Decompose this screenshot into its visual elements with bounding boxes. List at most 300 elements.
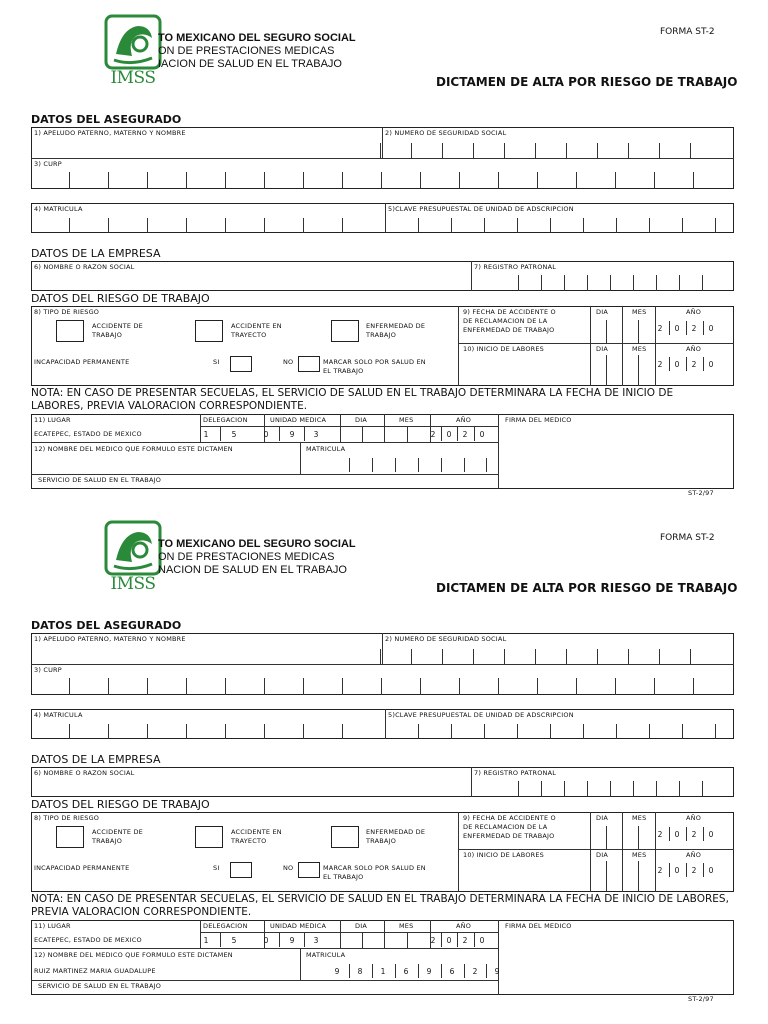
form-version-code: ST-2/97 (688, 489, 714, 497)
unidad-digits-separator (304, 933, 305, 947)
inicio-year-cell[interactable]: 0 (674, 866, 680, 875)
matricula-cells-divider (186, 218, 187, 233)
registro-label: 7) REGISTRO PATRONAL (474, 263, 557, 271)
medico-matricula-digits-separator (464, 964, 465, 978)
matricula-cells-divider (147, 724, 148, 739)
matricula-cells-divider (303, 724, 304, 739)
curp-cells-divider (225, 678, 226, 695)
matricula-cells-divider (69, 218, 70, 233)
medico-label: 12) NOMBRE DEL MEDICO QUE FORMULO ESTE DICTAMEN (34, 445, 233, 453)
matricula-cells-divider (264, 218, 265, 233)
curp-cells-divider (693, 678, 694, 695)
accidente-trabajo-checkbox[interactable] (56, 826, 84, 848)
curp-cells-divider (264, 172, 265, 189)
accidente-trabajo-label: ACCIDENTE DE (92, 322, 143, 330)
inicio-label: 10) INICIO DE LABORES (463, 851, 545, 859)
medico-matricula-digits-cell[interactable]: 9 (334, 967, 340, 976)
matricula-label: 4) MATRICULA (34, 711, 83, 719)
inicio-year-cell[interactable]: 2 (691, 866, 697, 875)
clave-cells-divider (451, 218, 452, 233)
medico-matricula-digits-cell[interactable]: 6 (449, 967, 455, 976)
registro-cells-divider (564, 781, 565, 797)
division-name: ON DE PRESTACIONES MEDICAS (158, 551, 335, 563)
registro-cells-divider (610, 781, 611, 797)
curp-cells-divider (108, 172, 109, 189)
curp-cells-divider (186, 172, 187, 189)
curp-cells-divider (498, 678, 499, 695)
medico-matricula-label: MATRICULA (306, 445, 346, 453)
imss-eagle-icon (104, 14, 162, 70)
nss-cells-divider (628, 143, 629, 158)
registro-cells-divider (656, 275, 657, 291)
fecha-year-cell[interactable]: 0 (674, 324, 680, 333)
nss-cells-divider (411, 649, 412, 664)
division-name: ON DE PRESTACIONES MEDICAS (158, 45, 335, 57)
inicio-anio-label: AÑO (686, 851, 702, 859)
fecha-mes-label: MES (632, 814, 647, 822)
form-title: DICTAMEN DE ALTA POR RIESGO DE TRABAJO (436, 75, 738, 89)
lugar-anio-label: AÑO (456, 922, 472, 930)
fecha-year-cell[interactable]: 2 (691, 324, 697, 333)
fecha-year-cell[interactable]: 2 (691, 830, 697, 839)
nss-cells-divider (690, 143, 691, 158)
firma-field[interactable] (500, 932, 732, 994)
curp-cells-divider (615, 172, 616, 189)
clave-cells-divider (517, 218, 518, 233)
nss-cells-divider (380, 143, 381, 158)
curp-cells-divider (576, 172, 577, 189)
unidad-digits-cell[interactable]: 9 (289, 430, 295, 439)
lugar-mes-label: MES (399, 922, 414, 930)
unidad-digits-separator (279, 427, 280, 441)
medico-matricula-digits-separator (349, 458, 350, 472)
fecha-year-cell[interactable]: 2 (657, 324, 663, 333)
fecha-label-3: ENFERMEDAD DE TRABAJO (463, 832, 555, 840)
matricula-cells-divider (264, 724, 265, 739)
matricula-cells-divider (303, 218, 304, 233)
imss-logo-text: IMSS (110, 574, 156, 594)
accidente-trayecto-label: ACCIDENTE EN (231, 322, 282, 330)
name-field[interactable] (34, 644, 374, 662)
medico-matricula-digits-separator (395, 458, 396, 472)
fecha-label-2: DE RECLAMACION DE LA (463, 823, 548, 831)
lugar-year-digits-cell[interactable]: 2 (462, 430, 468, 439)
lugar-mes-label: MES (399, 416, 414, 424)
registro-cells-divider (633, 275, 634, 291)
matricula-box (31, 203, 734, 233)
clave-cells-divider (649, 218, 650, 233)
accidente-trayecto-label-2: TRAYECTO (231, 837, 267, 845)
delegacion-label: DELEGACION (203, 922, 248, 930)
razon-field[interactable] (34, 778, 464, 795)
clave-cells-divider (484, 724, 485, 739)
marcar-label-2: EL TRABAJO (323, 873, 364, 881)
inicio-dia-label: DIA (596, 851, 608, 859)
fecha-year-cell[interactable]: 0 (708, 830, 714, 839)
medico-matricula-label: MATRICULA (306, 951, 346, 959)
medico-matricula-digits-cell[interactable]: 6 (403, 967, 409, 976)
nss-cells-divider (504, 649, 505, 664)
form-title: DICTAMEN DE ALTA POR RIESGO DE TRABAJO (436, 581, 738, 595)
registro-cells-divider (610, 275, 611, 291)
curp-cells-divider (147, 172, 148, 189)
no-label: NO (283, 864, 294, 872)
firma-label: FIRMA DEL MEDICO (505, 416, 572, 424)
registro-cells-divider (633, 781, 634, 797)
curp-cells-divider (537, 172, 538, 189)
registro-cells-divider (656, 781, 657, 797)
medico-matricula-digits-cell[interactable]: 9 (494, 967, 500, 976)
fecha-anio-label: AÑO (686, 308, 702, 316)
si-checkbox[interactable] (230, 862, 252, 878)
clave-cells-divider (715, 724, 716, 739)
nss-cells-divider (473, 143, 474, 158)
lugar-year-digits-cell[interactable]: 0 (479, 430, 485, 439)
incapacidad-label: INCAPACIDAD PERMANENTE (34, 358, 130, 366)
curp-cells-divider (693, 172, 694, 189)
clave-cells-divider (682, 218, 683, 233)
lugar-year-digits-cell[interactable]: 0 (446, 430, 452, 439)
lugar-year-digits-cell[interactable]: 0 (446, 936, 452, 945)
clave-cells-divider (484, 218, 485, 233)
nss-cells-divider (566, 143, 567, 158)
curp-cells-divider (342, 678, 343, 695)
curp-cells-divider (264, 678, 265, 695)
clave-cells-divider (451, 724, 452, 739)
lugar-year-digits-cell[interactable]: 2 (430, 936, 436, 945)
nss-cells-divider (380, 649, 381, 664)
accidente-trabajo-label-2: TRABAJO (92, 331, 123, 339)
lugar-dia-label: DIA (355, 922, 367, 930)
curp-cells-divider (303, 678, 304, 695)
lugar-anio-label: AÑO (456, 416, 472, 424)
inicio-year-cell[interactable]: 2 (657, 866, 663, 875)
section-riesgo: DATOS DEL RIESGO DE TRABAJO (31, 798, 210, 811)
lugar-year-digits-cell[interactable]: 2 (462, 936, 468, 945)
enfermedad-label: ENFERMEDAD DE (366, 828, 426, 836)
registro-cells-divider (587, 781, 588, 797)
nss-cells-divider (597, 649, 598, 664)
marcar-label: MARCAR SOLO POR SALUD EN (323, 864, 426, 872)
accidente-trabajo-label-2: TRABAJO (92, 837, 123, 845)
medico-matricula-digits-separator (486, 964, 487, 978)
medico-label: 12) NOMBRE DEL MEDICO QUE FORMULO ESTE DICTAMEN (34, 951, 233, 959)
matricula-cells-divider (108, 218, 109, 233)
clave-cells-divider (649, 724, 650, 739)
unidad-digits-cell[interactable]: 9 (289, 936, 295, 945)
registro-cells-divider (564, 275, 565, 291)
delegacion-digits-cell[interactable]: 1 (203, 936, 209, 945)
incapacidad-label: INCAPACIDAD PERMANENTE (34, 864, 130, 872)
clave-cells-divider (715, 218, 716, 233)
curp-cells-divider (108, 678, 109, 695)
tipo-label: 8) TIPO DE RIESGO (34, 814, 100, 822)
form-code: FORMA ST-2 (660, 27, 715, 37)
lugar-dia-label: DIA (355, 416, 367, 424)
imss-logo (104, 14, 162, 92)
medico-matricula-digits-separator (349, 964, 350, 978)
section-asegurado: DATOS DEL ASEGURADO (31, 113, 182, 126)
clave-cells-divider (550, 724, 551, 739)
clave-cells-divider (418, 724, 419, 739)
matricula-cells-divider (108, 724, 109, 739)
accidente-trabajo-label: ACCIDENTE DE (92, 828, 143, 836)
curp-cells-divider (654, 172, 655, 189)
registro-cells-divider (587, 275, 588, 291)
unidad-digits-cell[interactable]: 0 (263, 430, 269, 439)
unidad-digits-separator (279, 933, 280, 947)
registro-cells-divider (679, 781, 680, 797)
accidente-trayecto-checkbox[interactable] (195, 826, 223, 848)
lugar-year-digits-cell[interactable]: 0 (479, 936, 485, 945)
fecha-year-cell[interactable]: 0 (674, 830, 680, 839)
fecha-year-cell[interactable]: 2 (657, 830, 663, 839)
name-field[interactable] (34, 138, 374, 156)
delegacion-digits-separator (220, 933, 221, 947)
institute-name: TO MEXICANO DEL SEGURO SOCIAL (158, 538, 356, 550)
nss-cells-divider (442, 649, 443, 664)
curp-cells-divider (615, 678, 616, 695)
matricula-label: 4) MATRICULA (34, 205, 83, 213)
nss-cells-divider (504, 143, 505, 158)
nss-cells-divider (566, 649, 567, 664)
form-code: FORMA ST-2 (660, 533, 715, 543)
curp-cells-divider (69, 678, 70, 695)
medico-matricula-digits-separator (441, 964, 442, 978)
section-empresa: DATOS DE LA EMPRESA (31, 247, 161, 260)
curp-cells-divider (420, 678, 421, 695)
accidente-trabajo-checkbox[interactable] (56, 320, 84, 342)
matricula-cells-divider (342, 724, 343, 739)
clave-label: 5)CLAVE PRESUPUESTAL DE UNIDAD DE ADSCRIPCION (388, 711, 574, 719)
marcar-label: MARCAR SOLO POR SALUD EN (323, 358, 426, 366)
si-label: SI (213, 864, 220, 872)
registro-cells-divider (702, 275, 703, 291)
curp-cells-divider (303, 172, 304, 189)
razon-label: 6) NOMBRE O RAZON SOCIAL (34, 263, 135, 271)
nss-label: 2) NUMERO DE SEGURIDAD SOCIAL (385, 129, 507, 137)
matricula-box (31, 709, 734, 739)
curp-cells-divider (186, 678, 187, 695)
curp-cells-divider (537, 678, 538, 695)
nss-label: 2) NUMERO DE SEGURIDAD SOCIAL (385, 635, 507, 643)
registro-cells-divider (518, 781, 519, 797)
firma-label: FIRMA DEL MEDICO (505, 922, 572, 930)
medico-matricula-digits-cell[interactable]: 2 (472, 967, 478, 976)
si-label: SI (213, 358, 220, 366)
fecha-label-2: DE RECLAMACION DE LA (463, 317, 548, 325)
delegacion-label: DELEGACION (203, 416, 248, 424)
name-label: 1) APELUDO PATERNO, MATERNO Y NOMBRE (34, 129, 186, 137)
delegacion-digits-separator (220, 427, 221, 441)
dictamen-form-1 (0, 0, 768, 506)
matricula-cells-divider (69, 724, 70, 739)
unidad-digits-cell[interactable]: 3 (313, 430, 319, 439)
lugar-label: 11) LUGAR (34, 416, 71, 424)
curp-cells-divider (459, 172, 460, 189)
nss-cells-divider (535, 649, 536, 664)
nota-line-1: NOTA: EN CASO DE PRESENTAR SECUELAS, EL SERVICIO DE SALUD EN EL TRABAJO DETERMINARA LA FECHA DE INICIO DE (31, 387, 674, 399)
medico-matricula-digits-cell[interactable]: 8 (357, 967, 363, 976)
matricula-cells-divider (186, 724, 187, 739)
clave-cells-divider (550, 218, 551, 233)
lugar-value: ECATEPEC, ESTADO DE MEXICO (34, 430, 142, 438)
delegacion-digits-cell[interactable]: 5 (231, 936, 237, 945)
inicio-dia-label: DIA (596, 345, 608, 353)
institute-name: TO MEXICANO DEL SEGURO SOCIAL (158, 32, 356, 44)
registro-cells-divider (702, 781, 703, 797)
nss-cells-divider (442, 143, 443, 158)
lugar-year-digits-cell[interactable]: 2 (430, 430, 436, 439)
section-asegurado: DATOS DEL ASEGURADO (31, 619, 182, 632)
medico-matricula-digits-cell[interactable]: 1 (380, 967, 386, 976)
section-empresa: DATOS DE LA EMPRESA (31, 753, 161, 766)
nss-cells-divider (628, 649, 629, 664)
curp-label: 3) CURP (34, 666, 62, 674)
matricula-cells-divider (342, 218, 343, 233)
fecha-label: 9) FECHA DE ACCIDENTE O (463, 308, 556, 316)
clave-label: 5)CLAVE PRESUPUESTAL DE UNIDAD DE ADSCRIPCION (388, 205, 574, 213)
unidad-digits-cell[interactable]: 3 (313, 936, 319, 945)
matricula-cells-divider (147, 218, 148, 233)
inicio-mes-label: MES (632, 851, 647, 859)
nss-cells-divider (659, 143, 660, 158)
medico-matricula-digits-cell[interactable]: 9 (426, 967, 432, 976)
curp-cells-divider (381, 678, 382, 695)
clave-cells-divider (682, 724, 683, 739)
form-version-code: ST-2/97 (688, 995, 714, 1003)
coordination-name: IACION DE SALUD EN EL TRABAJO (158, 58, 342, 70)
unidad-digits-separator (304, 427, 305, 441)
enfermedad-checkbox[interactable] (331, 826, 359, 848)
riesgo-box (31, 812, 734, 892)
medico-matricula-digits-separator (464, 458, 465, 472)
medico-matricula-digits-separator (441, 458, 442, 472)
curp-cells-divider (342, 172, 343, 189)
servicio-label: SERVICIO DE SALUD EN EL TRABAJO (38, 476, 162, 484)
nss-cells-divider (535, 143, 536, 158)
unidad-digits-cell[interactable]: 0 (263, 936, 269, 945)
unidad-label: UNIDAD MEDICA (270, 922, 327, 930)
clave-cells-divider (583, 724, 584, 739)
fecha-year-cell[interactable]: 0 (708, 324, 714, 333)
fecha-dia-label: DIA (596, 814, 608, 822)
clave-cells-divider (583, 218, 584, 233)
nota (31, 893, 734, 919)
unidad-label: UNIDAD MEDICA (270, 416, 327, 424)
enfermedad-label: ENFERMEDAD DE (366, 322, 426, 330)
curp-cells-divider (654, 678, 655, 695)
enfermedad-label-2: TRABAJO (366, 837, 397, 845)
lugar-label: 11) LUGAR (34, 922, 71, 930)
delegacion-digits-cell[interactable]: 1 (203, 430, 209, 439)
imss-logo-text: IMSS (110, 68, 156, 88)
matricula-cells-divider (225, 724, 226, 739)
inicio-label: 10) INICIO DE LABORES (463, 345, 545, 353)
nss-cells-divider (473, 649, 474, 664)
servicio-label: SERVICIO DE SALUD EN EL TRABAJO (38, 982, 162, 990)
inicio-mes-label: MES (632, 345, 647, 353)
fecha-dia-label: DIA (596, 308, 608, 316)
registro-label: 7) REGISTRO PATRONAL (474, 769, 557, 777)
curp-cells-divider (381, 172, 382, 189)
curp-label: 3) CURP (34, 160, 62, 168)
no-checkbox[interactable] (298, 862, 320, 878)
medico-matricula-digits-separator (372, 458, 373, 472)
inicio-year-cell[interactable]: 0 (708, 360, 714, 369)
dictamen-form-2 (0, 506, 768, 1012)
curp-cells-divider (576, 678, 577, 695)
accidente-trayecto-checkbox[interactable] (195, 320, 223, 342)
inicio-year-cell[interactable]: 2 (657, 360, 663, 369)
nss-cells-divider (597, 143, 598, 158)
curp-cells-divider (69, 172, 70, 189)
enfermedad-checkbox[interactable] (331, 320, 359, 342)
medico-name: RUIZ MARTINEZ MARIA GUADALUPE (34, 967, 156, 975)
medico-matricula-digits-separator (395, 964, 396, 978)
curp-cells-divider (420, 172, 421, 189)
clave-cells-divider (616, 724, 617, 739)
razon-label: 6) NOMBRE O RAZON SOCIAL (34, 769, 135, 777)
matricula-cells-divider (225, 218, 226, 233)
clave-cells-divider (517, 724, 518, 739)
name-label: 1) APELUDO PATERNO, MATERNO Y NOMBRE (34, 635, 186, 643)
si-checkbox[interactable] (230, 356, 252, 372)
registro-cells-divider (541, 275, 542, 291)
tipo-label: 8) TIPO DE RIESGO (34, 308, 100, 316)
imss-eagle-icon (104, 520, 162, 576)
nota-line-1: NOTA: EN CASO DE PRESENTAR SECUELAS, EL SERVICIO DE SALUD EN EL TRABAJO DETERMINARA LA FECHA DE INICIO DE LABORES, (31, 893, 729, 905)
curp-cells-divider (459, 678, 460, 695)
registro-cells-divider (541, 781, 542, 797)
firma-field[interactable] (500, 426, 732, 488)
delegacion-digits-cell[interactable]: 5 (231, 430, 237, 439)
medico-matricula-digits-separator (418, 964, 419, 978)
lugar-value: ECATEPEC, ESTADO DE MEXICO (34, 936, 142, 944)
curp-cells-divider (498, 172, 499, 189)
section-riesgo: DATOS DEL RIESGO DE TRABAJO (31, 292, 210, 305)
nss-cells-divider (690, 649, 691, 664)
nss-cells-divider (659, 649, 660, 664)
riesgo-box (31, 306, 734, 386)
medico-matricula-digits-separator (486, 458, 487, 472)
no-label: NO (283, 358, 294, 366)
inicio-year-cell[interactable]: 2 (691, 360, 697, 369)
curp-cells-divider (147, 678, 148, 695)
nss-cells-divider (411, 143, 412, 158)
marcar-label-2: EL TRABAJO (323, 367, 364, 375)
registro-cells-divider (518, 275, 519, 291)
medico-matricula-digits-separator (372, 964, 373, 978)
fecha-label: 9) FECHA DE ACCIDENTE O (463, 814, 556, 822)
imss-logo (104, 520, 162, 598)
inicio-year-cell[interactable]: 0 (674, 360, 680, 369)
no-checkbox[interactable] (298, 356, 320, 372)
curp-cells-divider (225, 172, 226, 189)
nota-line-2: LABORES, PREVIA VALORACION CORRESPONDIENTE. (31, 400, 308, 412)
razon-field[interactable] (34, 272, 464, 289)
nota (31, 387, 734, 413)
medico-matricula-digits-separator (418, 458, 419, 472)
inicio-year-cell[interactable]: 0 (708, 866, 714, 875)
clave-cells-divider (616, 218, 617, 233)
coordination-name: NACION DE SALUD EN EL TRABAJO (158, 564, 347, 576)
nota-line-2: PREVIA VALORACION CORRESPONDIENTE. (31, 906, 252, 918)
fecha-anio-label: AÑO (686, 814, 702, 822)
registro-cells-divider (679, 275, 680, 291)
inicio-anio-label: AÑO (686, 345, 702, 353)
accidente-trayecto-label-2: TRAYECTO (231, 331, 267, 339)
